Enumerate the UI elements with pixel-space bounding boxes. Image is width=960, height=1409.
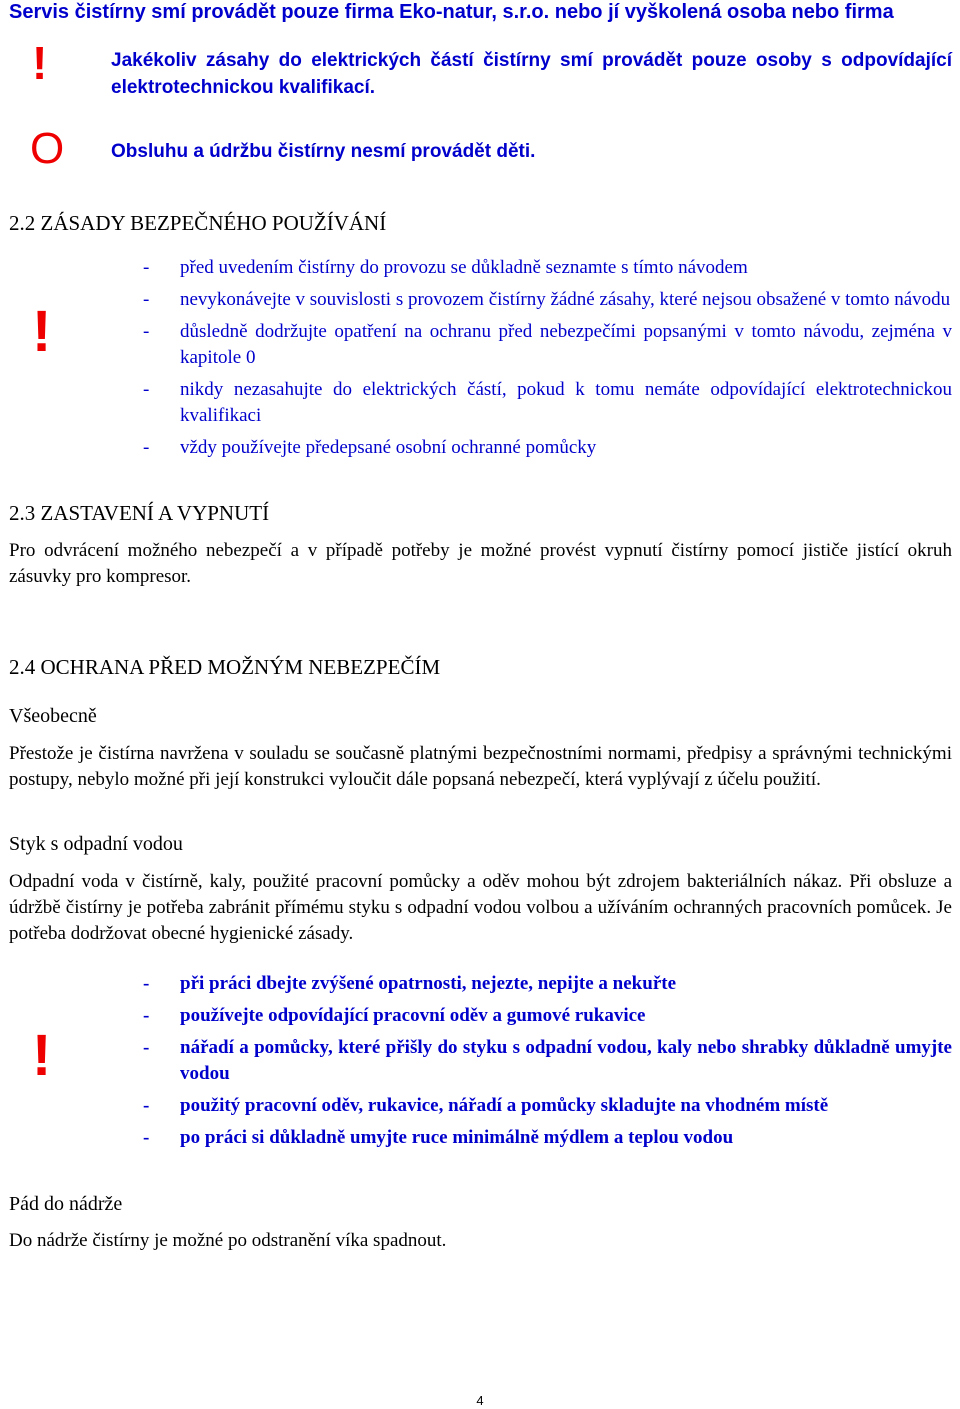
fall-paragraph: Do nádrže čistírny je možné po odstranění víka spadnout. [9,1230,447,1251]
list-item: - při práci dbejte zvýšené opatrnosti, nejezte, nepijte a nekuřte [140,971,952,997]
list-item: - nářadí a pomůcky, které přišly do styku s odpadní vodou, kaly nebo shrabky důkladně umyjte vodou [140,1035,952,1087]
wastewater-subheading: Styk s odpadní vodou [9,833,183,855]
list-item: - používejte odpovídající pracovní oděv a gumové rukavice [140,1003,952,1029]
safety-rules-list [140,255,952,461]
hygiene-rules-list [140,971,952,1151]
fall-subheading: Pád do nádrže [9,1193,123,1215]
list-item: - vždy používejte předepsané osobní ochranné pomůcky [140,435,952,461]
warning-exclamation-icon: ! [32,37,48,89]
shutdown-paragraph: Pro odvrácení možného nebezpečí a v případě potřeby je možné provést vypnutí čistírny pomocí jističe jistící okruh zásuvky pro kompresor. [9,540,952,587]
general-subheading: Všeobecně [9,705,97,727]
page-number: 4 [476,1393,484,1408]
list-item: - použitý pracovní oděv, rukavice, nářadí a pomůcky skladujte na vhodném místě [140,1093,952,1119]
electrical-warning-text: Jakékoliv zásahy do elektrických částí čistírny smí provádět pouze osoby s odpovídající elektrotechnickou kvalifikací. [111,50,952,98]
general-paragraph: Přestože je čistírna navržena v souladu se současně platnými bezpečnostními normami, předpisy a správnými technickými postupy, nebylo možné při její konstrukci vyloučit dále popsaná nebezpečí, která vyplývají z účelu použití. [9,743,952,790]
section-2-3-heading: 2.3 ZASTAVENÍ A VYPNUTÍ [9,501,270,525]
service-notice: Servis čistírny smí provádět pouze firma Eko-natur, s.r.o. nebo jí vyškolená osoba nebo firma [9,1,894,23]
wastewater-paragraph: Odpadní voda v čistírně, kaly, použité pracovní pomůcky a oděv mohou být zdrojem bakteriálních nákaz. Při obsluze a údržbě čistírny je potřeba zabránit přímému styku s odpadní vodou volbou a užíváním ochranných pracovních pomůcek. Je potřeba dodržovat obecné hygienické zásady. [9,871,952,944]
prohibition-icon: O [30,124,65,173]
list-item: - po práci si důkladně umyjte ruce minimálně mýdlem a teplou vodou [140,1125,952,1151]
section-2-2-heading: 2.2 ZÁSADY BEZPEČNÉHO POUŽÍVÁNÍ [9,211,387,235]
list-item: - před uvedením čistírny do provozu se důkladně seznamte s tímto návodem [140,255,952,281]
section-2-4-heading: 2.4 OCHRANA PŘED MOŽNÝM NEBEZPEČÍM [9,655,441,679]
list-item: - nikdy nezasahujte do elektrických částí, pokud k tomu nemáte odpovídající elektrotechnickou kvalifikaci [140,377,952,429]
list-item: - důsledně dodržujte opatření na ochranu před nebezpečími popsanými v tomto návodu, zejména v kapitole 0 [140,319,952,371]
warning-exclamation-icon: ! [32,299,52,364]
children-warning-text: Obsluhu a údržbu čistírny nesmí provádět děti. [111,141,536,162]
warning-exclamation-icon: ! [32,1023,52,1088]
list-item: - nevykonávejte v souvislosti s provozem čistírny žádné zásahy, které nejsou obsažené v tomto návodu [140,287,952,313]
